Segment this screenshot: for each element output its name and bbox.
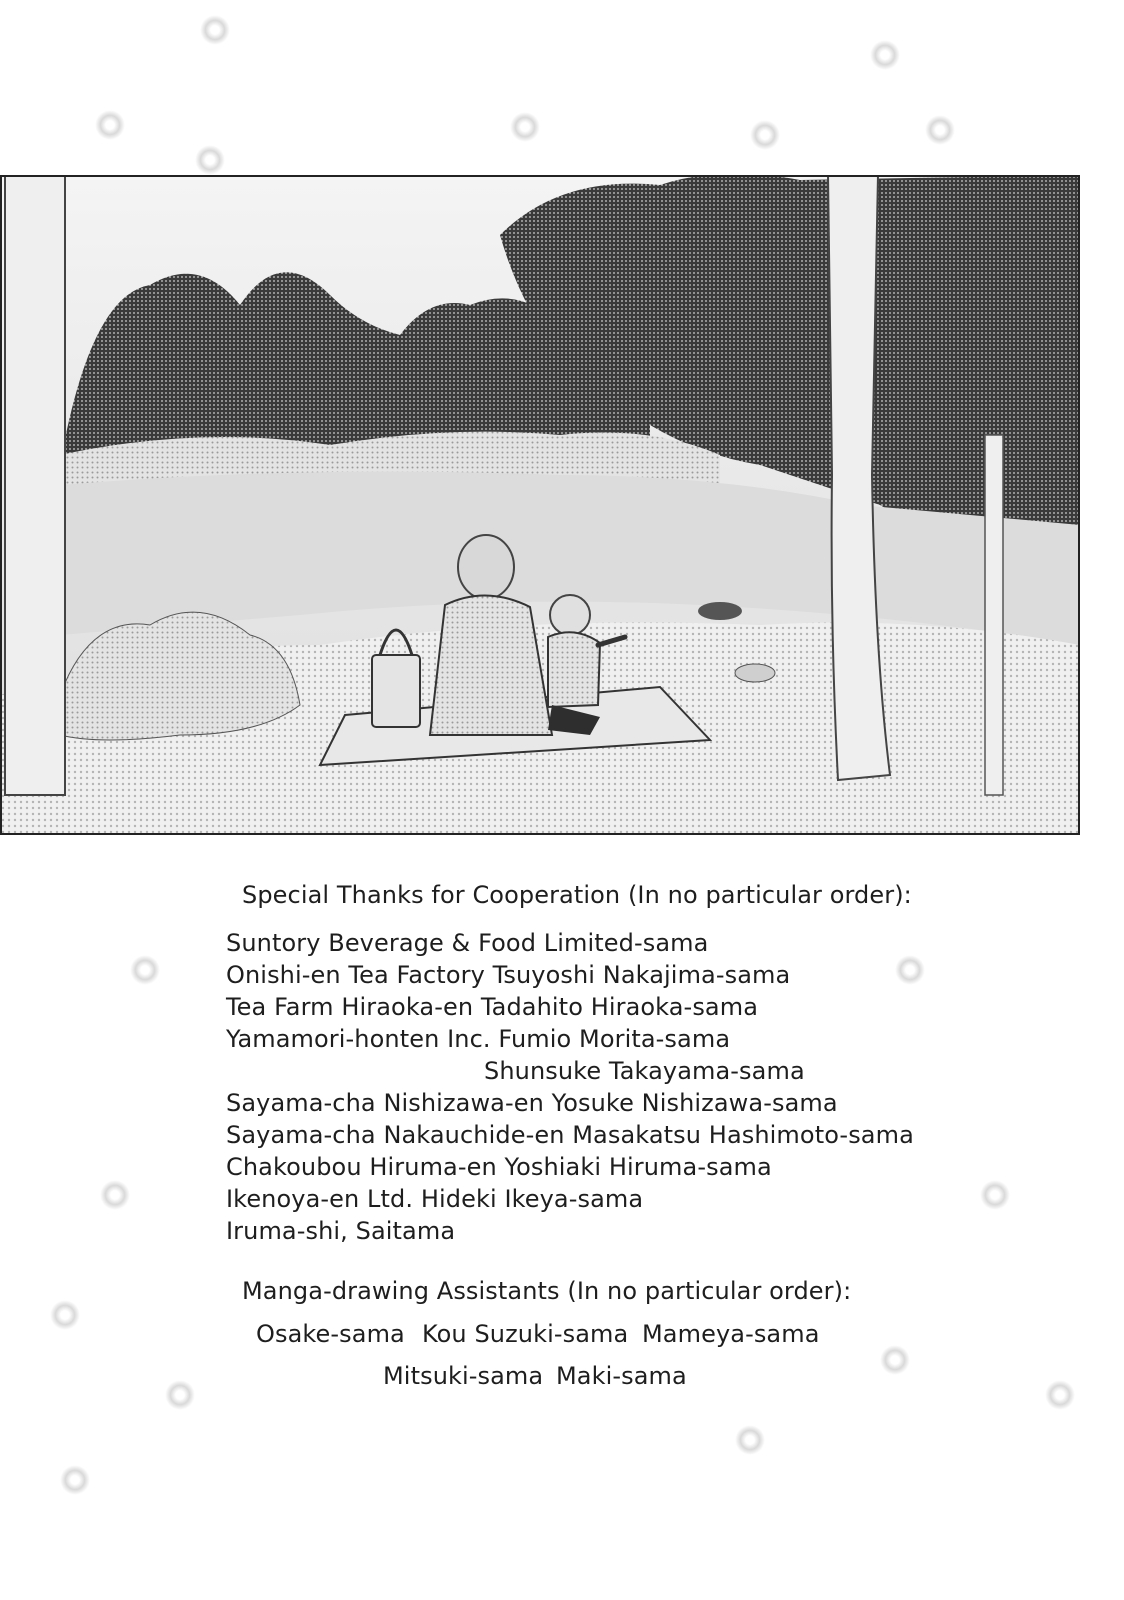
sparkle-decoration bbox=[750, 120, 780, 150]
special-thanks-heading: Special Thanks for Cooperation (In no particular order): bbox=[242, 881, 912, 909]
child-head bbox=[550, 595, 590, 635]
left-tree-trunk bbox=[5, 175, 65, 795]
thanks-entry: Sayama-cha Nishizawa-en Yosuke Nishizawa-sama bbox=[226, 1089, 838, 1117]
sparkle-decoration bbox=[870, 40, 900, 70]
sparkle-decoration bbox=[1045, 1380, 1075, 1410]
thanks-entry: Shunsuke Takayama-sama bbox=[484, 1057, 805, 1085]
sparkle-decoration bbox=[95, 110, 125, 140]
assistant-name: Mameya-sama bbox=[642, 1320, 820, 1348]
sparkle-decoration bbox=[100, 1180, 130, 1210]
sparkle-decoration bbox=[195, 145, 225, 175]
thanks-entry: Tea Farm Hiraoka-en Tadahito Hiraoka-sama bbox=[226, 993, 759, 1021]
sparkle-decoration bbox=[130, 955, 160, 985]
thanks-entry: Chakoubou Hiruma-en Yoshiaki Hiruma-sama bbox=[226, 1153, 772, 1181]
duck bbox=[698, 602, 742, 620]
assistant-name: Kou Suzuki-sama bbox=[422, 1320, 629, 1348]
sparkle-decoration bbox=[735, 1425, 765, 1455]
sparkle-decoration bbox=[980, 1180, 1010, 1210]
sparkle-decoration bbox=[165, 1380, 195, 1410]
sparkle-decoration bbox=[50, 1300, 80, 1330]
thanks-entry: Onishi-en Tea Factory Tsuyoshi Nakajima-sama bbox=[226, 961, 791, 989]
grandmother-head bbox=[458, 535, 514, 599]
sparkle-decoration bbox=[895, 955, 925, 985]
rock bbox=[735, 664, 775, 682]
sparkle-decoration bbox=[200, 15, 230, 45]
assistant-name: Osake-sama bbox=[256, 1320, 405, 1348]
sparkle-decoration bbox=[925, 115, 955, 145]
sparkle-decoration bbox=[880, 1345, 910, 1375]
thanks-entry: Ikenoya-en Ltd. Hideki Ikeya-sama bbox=[226, 1185, 644, 1213]
thanks-entry: Sayama-cha Nakauchide-en Masakatsu Hashimoto-sama bbox=[226, 1121, 914, 1149]
assistant-name: Maki-sama bbox=[556, 1362, 687, 1390]
assistant-name: Mitsuki-sama bbox=[383, 1362, 544, 1390]
sparkle-decoration bbox=[510, 112, 540, 142]
assistants-heading: Manga-drawing Assistants (In no particular order): bbox=[242, 1277, 852, 1305]
thanks-entry: Iruma-shi, Saitama bbox=[226, 1217, 456, 1245]
far-right-trunk bbox=[985, 435, 1003, 795]
thanks-entry: Suntory Beverage & Food Limited-sama bbox=[226, 929, 709, 957]
tote-bag bbox=[372, 655, 420, 727]
sparkle-decoration bbox=[60, 1465, 90, 1495]
child-body bbox=[548, 632, 600, 707]
park-lake-illustration bbox=[0, 175, 1080, 835]
thanks-entry: Yamamori-honten Inc. Fumio Morita-sama bbox=[226, 1025, 731, 1053]
